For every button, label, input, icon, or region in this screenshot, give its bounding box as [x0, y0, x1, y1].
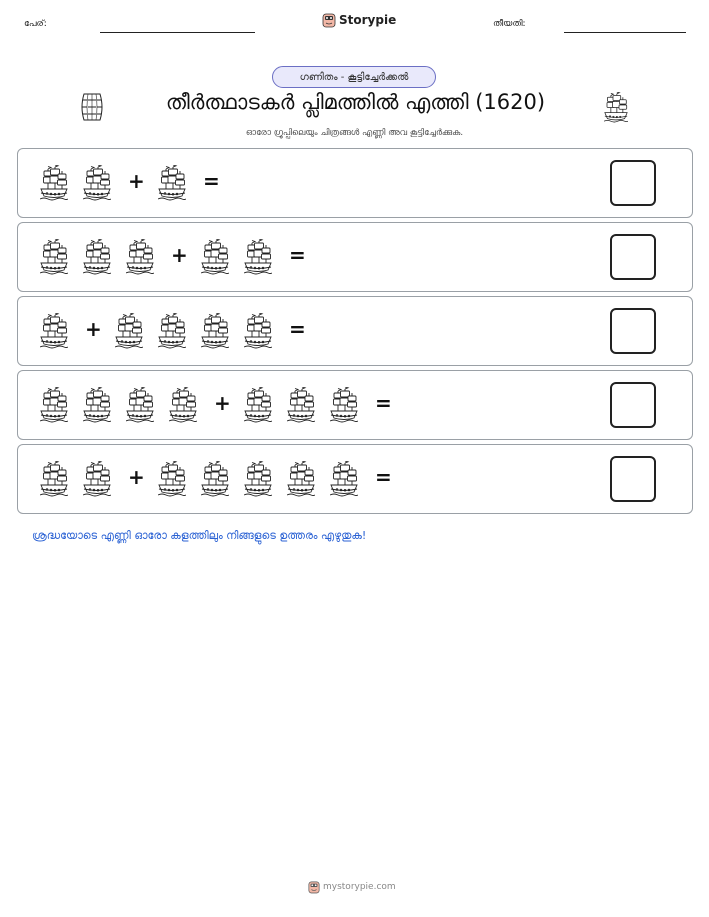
ship-icon	[83, 239, 111, 275]
equals-sign: =	[375, 465, 392, 489]
answer-box[interactable]	[610, 160, 656, 206]
ship-icon	[244, 387, 272, 423]
name-label: പേര്:	[24, 19, 47, 29]
footer-site: mystorypie.com	[323, 882, 396, 892]
worksheet-header	[0, 0, 709, 44]
ship-icon	[201, 461, 229, 497]
ship-icon	[244, 239, 272, 275]
storypie-logo-icon	[308, 880, 320, 894]
answer-box[interactable]	[610, 456, 656, 502]
plus-sign: +	[171, 243, 188, 267]
ship-icon	[83, 461, 111, 497]
ship-icon	[169, 387, 197, 423]
equals-sign: =	[203, 169, 220, 193]
ship-icon	[330, 387, 358, 423]
problem-row	[17, 148, 693, 218]
equals-sign: =	[375, 391, 392, 415]
problem-row	[17, 444, 693, 514]
brand-name: Storypie	[339, 13, 397, 27]
ship-icon	[40, 387, 68, 423]
name-line	[100, 32, 255, 33]
ship-icon	[604, 92, 628, 123]
plus-sign: +	[214, 391, 231, 415]
answer-box[interactable]	[610, 234, 656, 280]
instructions-subtitle: ഓരോ ഗ്രൂപ്പിലെയും ചിത്രങ്ങൾ എണ്ണി അവ കൂട്ടിച്ചേർക്കുക.	[245, 128, 464, 138]
subject-tag-text: ഗണിതം - കൂട്ടിച്ചേർക്കൽ	[299, 71, 409, 83]
equals-sign: =	[289, 317, 306, 341]
answer-box[interactable]	[610, 308, 656, 354]
footer	[308, 880, 396, 894]
ship-icon	[158, 461, 186, 497]
barrel-icon	[80, 92, 104, 122]
ship-icon	[126, 387, 154, 423]
problem-row	[17, 222, 693, 292]
ship-icon	[40, 461, 68, 497]
plus-sign: +	[85, 317, 102, 341]
date-line	[564, 32, 686, 33]
plus-sign: +	[128, 465, 145, 489]
ship-icon	[244, 313, 272, 349]
answer-box[interactable]	[610, 382, 656, 428]
problem-row	[17, 370, 693, 440]
ship-icon	[115, 313, 143, 349]
date-label: തീയതി:	[493, 19, 526, 29]
ship-icon	[201, 239, 229, 275]
ship-icon	[40, 165, 68, 201]
brand	[322, 12, 396, 28]
ship-icon	[126, 239, 154, 275]
page-title: തീർത്ഥാടകർ പ്ലിമത്തിൽ എത്തി (1620)	[165, 90, 546, 114]
subject-tag	[272, 66, 436, 88]
problem-row	[17, 296, 693, 366]
ship-icon	[201, 313, 229, 349]
equals-sign: =	[289, 243, 306, 267]
ship-icon	[287, 387, 315, 423]
ship-icon	[40, 313, 68, 349]
ship-icon	[244, 461, 272, 497]
ship-icon	[330, 461, 358, 497]
bottom-instruction: ശ്രദ്ധയോടെ എണ്ണി ഓരോ കളത്തിലും നിങ്ങളുടെ ഉത്തരം എഴുതുക!	[32, 529, 367, 542]
plus-sign: +	[128, 169, 145, 193]
ship-icon	[40, 239, 68, 275]
storypie-logo-icon	[322, 12, 336, 28]
ship-icon	[83, 387, 111, 423]
ship-icon	[287, 461, 315, 497]
ship-icon	[83, 165, 111, 201]
title-row	[0, 88, 709, 128]
ship-icon	[158, 165, 186, 201]
ship-icon	[158, 313, 186, 349]
